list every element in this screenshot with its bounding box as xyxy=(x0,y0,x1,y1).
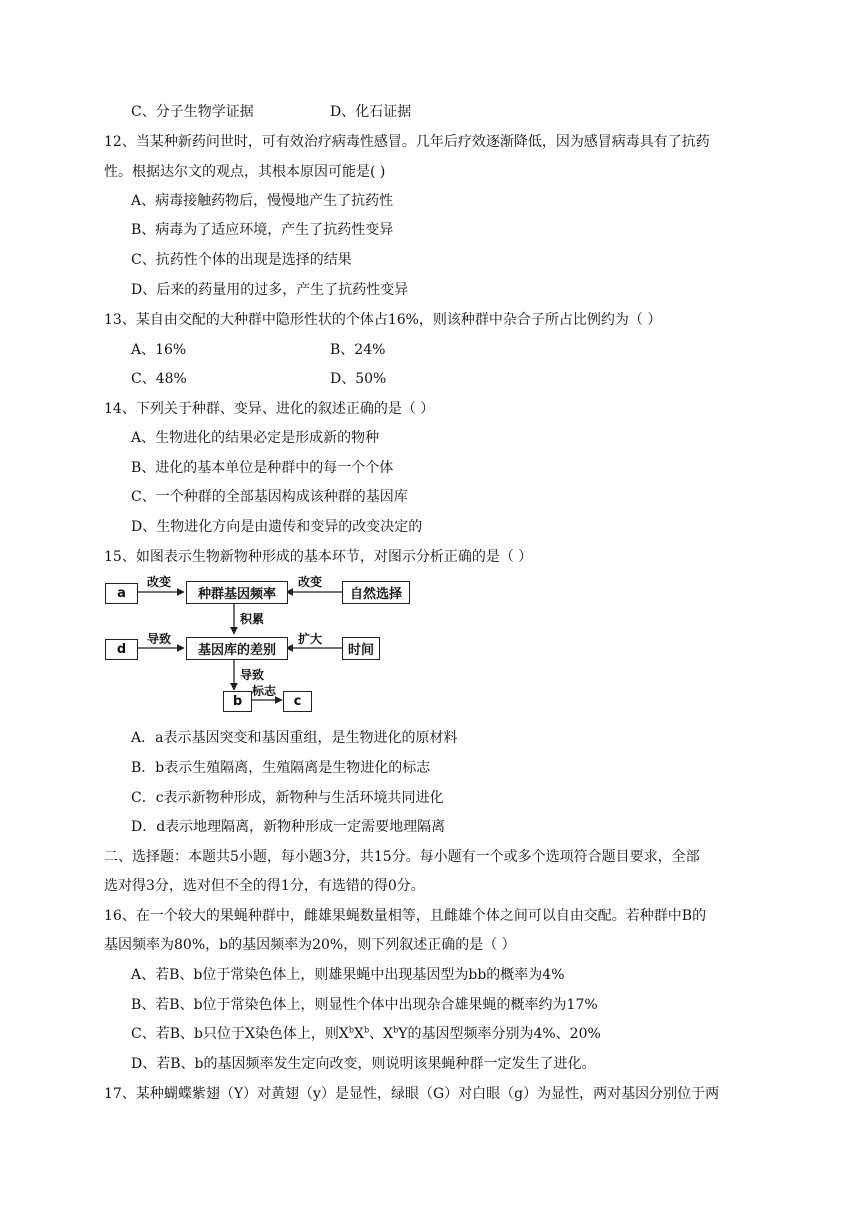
q12-option-b: B、病毒为了适应环境，产生了抗药性变异 xyxy=(131,222,394,238)
q13-stem: 13、某自由交配的大种群中隐形性状的个体占16%，则该种群中杂合子所占比例约为（ ） xyxy=(104,312,662,328)
section2-instruction-line1: 二、选择题：本题共5小题，每小题3分，共15分。每小题有一个或多个选项符合题目要求，全部 xyxy=(104,849,700,865)
q12-option-c: C、抗药性个体的出现是选择的结果 xyxy=(131,252,352,268)
q16-option-c-text-4: Y的基因型频率分别为4%、20% xyxy=(398,1026,601,1042)
q15-stem: 15、如图表示生物新物种形成的基本环节，对图示分析正确的是（ ） xyxy=(104,549,533,565)
q16-option-c-text-3: 、X xyxy=(369,1026,394,1042)
box-d: d xyxy=(105,639,138,660)
q11-option-c: C、分子生物学证据 xyxy=(131,104,254,120)
q14-stem: 14、下列关于种群、变异、进化的叙述正确的是（ ） xyxy=(104,401,435,417)
q12-stem-line1: 12、当某种新药问世时，可有效治疗病毒性感冒。几年后疗效逐渐降低，因为感冒病毒具有了抗药 xyxy=(104,134,710,150)
box-gene-pool-difference: 基因库的差别 xyxy=(186,637,288,660)
q16-option-c-sup-3: b xyxy=(393,1025,399,1035)
q16-option-c-text-1: C、若B、b只位于X染色体上，则X xyxy=(131,1026,349,1042)
label-change-2: 改变 xyxy=(298,575,323,589)
q13-option-b: B、24% xyxy=(330,342,386,358)
label-lead-2: 导致 xyxy=(240,668,265,682)
label-lead-1: 导致 xyxy=(147,632,172,646)
q16-option-c-text-2: X xyxy=(354,1026,364,1042)
box-natural-selection: 自然选择 xyxy=(342,581,410,604)
q16-option-b: B、若B、b位于常染色体上，则显性个体中出现杂合雄果蝇的概率约为17% xyxy=(131,997,598,1013)
label-mark: 标志 xyxy=(252,684,277,698)
q12-option-d: D、后来的药量用的过多，产生了抗药性变异 xyxy=(131,282,409,298)
q13-option-a: A、16% xyxy=(131,342,187,358)
q16-stem-line2: 基因频率为80%，b的基因频率为20%，则下列叙述正确的是（ ） xyxy=(104,937,516,953)
q16-option-c xyxy=(131,1025,601,1043)
q13-option-d: D、50% xyxy=(330,371,387,387)
label-accumulate: 积累 xyxy=(240,612,265,626)
q11-option-d: D、化石证据 xyxy=(330,104,412,120)
q15-option-c: C．c表示新物种形成，新物种与生活环境共同进化 xyxy=(131,790,444,806)
q14-option-d: D、生物进化方向是由遗传和变异的改变决定的 xyxy=(131,519,423,535)
box-gene-frequency: 种群基因频率 xyxy=(186,581,288,604)
q14-option-b: B、进化的基本单位是种群中的每一个个体 xyxy=(131,460,394,476)
q14-option-c: C、一个种群的全部基因构成该种群的基因库 xyxy=(131,489,408,505)
q17-stem-line1: 17、某种蝴蝶紫翅（Y）对黄翅（y）是显性，绿眼（G）对白眼（g）为显性，两对基因分别位于两 xyxy=(104,1086,720,1102)
q12-stem-line2: 性。根据达尔文的观点，其根本原因可能是( ) xyxy=(104,164,386,180)
q15-option-b: B．b表示生殖隔离，生殖隔离是生物进化的标志 xyxy=(131,760,431,776)
q14-option-a: A、生物进化的结果必定是形成新的物种 xyxy=(131,430,380,446)
box-time: 时间 xyxy=(342,637,380,660)
box-b: b xyxy=(223,691,252,712)
label-change-1: 改变 xyxy=(147,575,172,589)
q16-option-a: A、若B、b位于常染色体上，则雄果蝇中出现基因型为bb的概率为4% xyxy=(131,967,565,983)
q15-option-d: D．d表示地理隔离，新物种形成一定需要地理隔离 xyxy=(131,819,446,835)
box-c: c xyxy=(283,691,312,712)
q12-option-a: A、病毒接触药物后，慢慢地产生了抗药性 xyxy=(131,193,394,209)
q15-option-a: A．a表示基因突变和基因重组，是生物进化的原材料 xyxy=(131,730,458,746)
speciation-diagram xyxy=(100,570,400,720)
q16-option-d: D、若B、b的基因频率发生定向改变，则说明该果蝇种群一定发生了进化。 xyxy=(131,1056,596,1072)
q16-option-c-sup-1: b xyxy=(348,1025,355,1035)
q13-option-c: C、48% xyxy=(131,371,187,387)
section2-instruction-line2: 选对得3分，选对但不全的得1分，有选错的得0分。 xyxy=(104,878,425,894)
box-a: a xyxy=(105,583,138,604)
label-expand: 扩大 xyxy=(298,632,323,646)
q16-stem-line1: 16、在一个较大的果蝇种群中，雌雄果蝇数量相等，且雌雄个体之间可以自由交配。若种群中B的 xyxy=(104,908,707,924)
q16-option-c-sup-2: b xyxy=(364,1025,370,1035)
